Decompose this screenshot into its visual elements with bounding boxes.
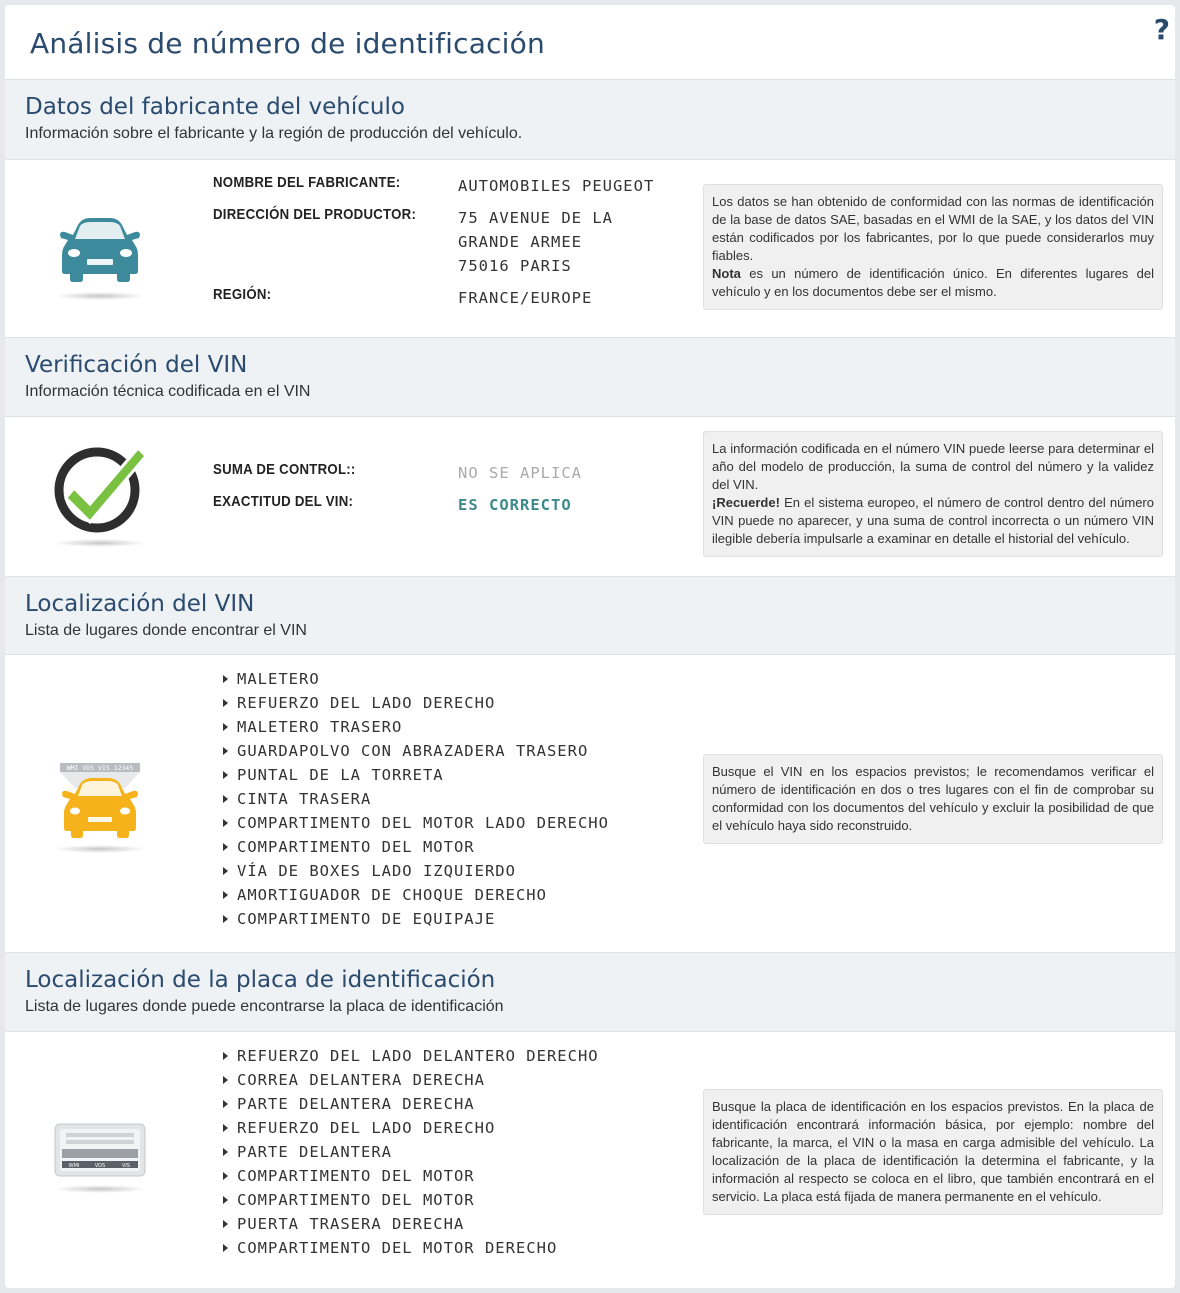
address-line: 75016 PARIS — [458, 257, 572, 275]
field-label: REGIÓN: — [213, 286, 272, 303]
list-item: COMPARTIMENTO DEL MOTOR — [223, 835, 609, 859]
plate-label: WMI — [68, 1163, 80, 1169]
producer-address-row — [213, 206, 654, 278]
plate-label: VIS — [121, 1163, 131, 1169]
page-header — [5, 5, 1175, 80]
checkmark-icon — [50, 442, 150, 547]
vin-check-section-body — [5, 417, 1175, 576]
checksum-value: NO SE APLICA — [458, 464, 582, 482]
vin-location-note — [703, 754, 1163, 844]
note-bold: ¡Recuerde! — [712, 495, 780, 510]
car-icon — [50, 215, 150, 300]
list-item: AMORTIGUADOR DE CHOQUE DERECHO — [223, 883, 609, 907]
section-subtitle: Información técnica codificada en el VIN — [25, 383, 311, 400]
vin-location-section-header — [5, 576, 1175, 655]
list-item: GUARDAPOLVO CON ABRAZADERA TRASERO — [223, 739, 609, 763]
manufacturer-note — [703, 184, 1163, 310]
note-text: Busque el VIN en los espacios previstos; le recomendamos verificar el número de identificación en dos o tres lugares con el fin de comprobar su conformidad con los documentos del vehículo y excluir la posibilidad de que el vehículo haya sido reconstruido. — [712, 764, 1154, 833]
note-text: es un número de identificación único. En diferentes lugares del vehículo y en los documentos debe ser el mismo. — [712, 266, 1154, 299]
region-value: FRANCE/EUROPE — [458, 289, 593, 307]
vin-location-list — [223, 667, 609, 931]
list-item: REFUERZO DEL LADO DERECHO — [223, 1116, 599, 1140]
section-title: Verificación del VIN — [25, 352, 248, 378]
manufacturer-section-body — [5, 160, 1175, 337]
plate-label: VDS — [94, 1163, 106, 1169]
vin-accuracy-value: ES CORRECTO — [458, 496, 572, 514]
list-item: COMPARTIMENTO DEL MOTOR DERECHO — [223, 1236, 599, 1260]
section-title: Datos del fabricante del vehículo — [25, 94, 405, 120]
vin-accuracy-row — [213, 493, 582, 517]
plate-location-section-header — [5, 952, 1175, 1032]
field-label: EXACTITUD DEL VIN: — [213, 493, 354, 510]
section-subtitle: Lista de lugares donde puede encontrarse la placa de identificación — [25, 998, 504, 1015]
address-line: GRANDE ARMEE — [458, 233, 582, 251]
vin-check-section-header — [5, 337, 1175, 417]
list-item: CINTA TRASERA — [223, 787, 609, 811]
list-item: VÍA DE BOXES LADO IZQUIERDO — [223, 859, 609, 883]
manufacturer-details — [213, 174, 654, 310]
list-item: PARTE DELANTERA — [223, 1140, 599, 1164]
manufacturer-name: AUTOMOBILES PEUGEOT — [458, 177, 655, 195]
plate-location-note — [703, 1089, 1163, 1215]
plate-location-list — [223, 1044, 599, 1260]
vin-check-note — [703, 431, 1163, 557]
section-title: Localización de la placa de identificación — [25, 967, 496, 993]
region-row — [213, 286, 654, 310]
field-label: SUMA DE CONTROL:: — [213, 461, 356, 478]
list-item: MALETERO TRASERO — [223, 715, 609, 739]
producer-address — [458, 206, 613, 278]
note-text: Los datos se han obtenido de conformidad con las normas de identificación de la base de datos SAE, basadas en el WMI de la SAE, y los datos del VIN están codificados por los fabricantes, por lo que puede considerarlos muy fiables. — [712, 194, 1154, 263]
list-item: COMPARTIMENTO DE EQUIPAJE — [223, 907, 609, 931]
list-item: COMPARTIMENTO DEL MOTOR — [223, 1164, 599, 1188]
section-subtitle: Información sobre el fabricante y la región de producción del vehículo. — [25, 125, 523, 142]
manufacturer-section-header — [5, 80, 1175, 160]
note-text: La información codificada en el número VIN puede leerse para determinar el año del modelo de producción, la suma de control del número y la validez del VIN. — [712, 441, 1154, 492]
help-icon[interactable]: ? — [1153, 13, 1170, 46]
manufacturer-name-row — [213, 174, 654, 198]
note-text: Busque la placa de identificación en los espacios previstos. En la placa de identificación encontrará información básica, por ejemplo: nombre del fabricante, la marca, el VIN o la masa en carga admisible del vehículo. La localización de la placa de identificación la determina el fabricante, y la información al respecto se coloca en el libro, que también encontrará en el servicio. La placa está fijada de manera permanente en el vehículo. — [712, 1099, 1154, 1204]
note-bold: Nota — [712, 266, 741, 281]
section-subtitle: Lista de lugares donde encontrar el VIN — [25, 622, 307, 639]
vin-check-details — [213, 461, 582, 517]
vin-analysis-card — [5, 5, 1175, 1288]
vin-location-car-icon — [50, 760, 150, 853]
list-item: REFUERZO DEL LADO DERECHO — [223, 691, 609, 715]
list-item: CORREA DELANTERA DERECHA — [223, 1068, 599, 1092]
list-item: REFUERZO DEL LADO DELANTERO DERECHO — [223, 1044, 599, 1068]
vin-location-section-body — [5, 655, 1175, 952]
checksum-row — [213, 461, 582, 485]
vin-plate-text: WMI VDS VIS 12345 — [66, 764, 134, 772]
list-item: PARTE DELANTERA DERECHA — [223, 1092, 599, 1116]
list-item: PUERTA TRASERA DERECHA — [223, 1212, 599, 1236]
note-text: En el sistema europeo, el número de control dentro del número VIN puede no aparecer, y una suma de control incorrecta o un número VIN ilegible debería impulsarle a examinar en detalle el historial del vehículo. — [712, 495, 1154, 546]
id-plate-icon — [50, 1120, 150, 1193]
plate-location-section-body — [5, 1032, 1175, 1288]
list-item: COMPARTIMENTO DEL MOTOR LADO DERECHO — [223, 811, 609, 835]
address-line: 75 AVENUE DE LA — [458, 209, 613, 227]
list-item: MALETERO — [223, 667, 609, 691]
section-title: Localización del VIN — [25, 591, 255, 617]
page-title: Análisis de número de identificación — [30, 27, 545, 60]
list-item: PUNTAL DE LA TORRETA — [223, 763, 609, 787]
field-label: DIRECCIÓN DEL PRODUCTOR: — [213, 206, 417, 223]
field-label: NOMBRE DEL FABRICANTE: — [213, 174, 401, 191]
list-item: COMPARTIMENTO DEL MOTOR — [223, 1188, 599, 1212]
